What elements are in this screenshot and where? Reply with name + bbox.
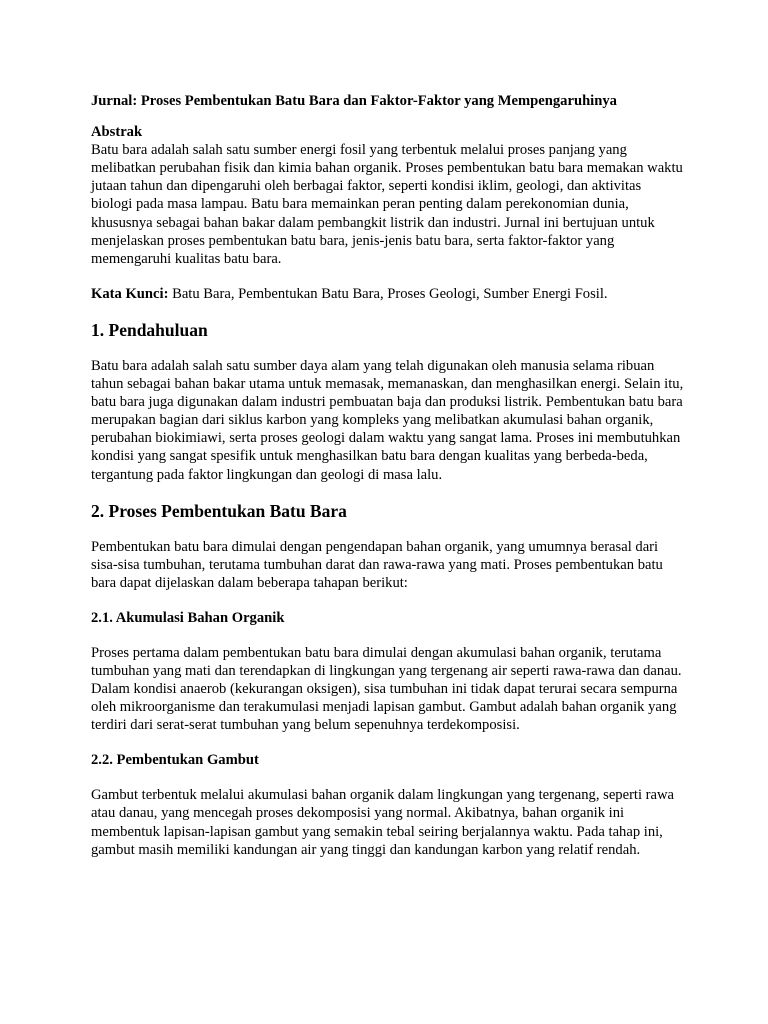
subsection-heading-akumulasi: 2.1. Akumulasi Bahan Organik — [91, 609, 285, 626]
keywords-line — [91, 285, 686, 303]
section-heading-pendahuluan: 1. Pendahuluan — [91, 319, 208, 340]
document-title: Jurnal: Proses Pembentukan Batu Bara dan Faktor-Faktor yang Mempengaruhinya — [91, 93, 617, 109]
subsection-heading-gambut: 2.2. Pembentukan Gambut — [91, 752, 259, 769]
keywords-text: Batu Bara, Pembentukan Batu Bara, Proses Geologi, Sumber Energi Fosil. — [168, 285, 608, 302]
keywords-label: Kata Kunci: — [91, 285, 169, 302]
section-heading-proses: 2. Proses Pembentukan Batu Bara — [91, 500, 347, 521]
abstract-heading: Abstrak — [91, 124, 143, 141]
section-text-pendahuluan: Batu bara adalah salah satu sumber daya alam yang telah digunakan oleh manusia selama ribuan tahun sebagai bahan bakar utama untuk memasak, memanaskan, dan menghasilkan energi. Selain itu, batu bara juga digunakan dalam industri pembuatan baja dan produksi listrik. Pembentukan batu bara merupakan bagian dari siklus karbon yang kompleks yang melibatkan akumulasi bahan organik, perubahan biokimiawi, serta proses geologi dalam waktu yang sangat lama. Proses ini membutuhkan kondisi yang sangat spesifik untuk menghasilkan batu bara dengan kualitas yang berbeda-beda, tergantung pada faktor lingkungan dan geologi di masa lalu. — [91, 357, 684, 483]
abstract-text: Batu bara adalah salah satu sumber energi fosil yang terbentuk melalui proses panjang yang melibatkan perubahan fisik dan kimia bahan organik. Proses pembentukan batu bara memakan waktu jutaan tahun dan dipengaruhi oleh berbagai faktor, seperti kondisi iklim, geologi, dan aktivitas biologi pada masa lampau. Batu bara memainkan peran penting dalam perekonomian dunia, khususnya sebagai bahan bakar dalam pembangkit listrik dan industri. Jurnal ini bertujuan untuk menjelaskan proses pembentukan batu bara, jenis-jenis batu bara, serta faktor-faktor yang memengaruhi kualitas batu bara. — [91, 142, 683, 267]
section-text-proses: Pembentukan batu bara dimulai dengan pengendapan bahan organik, yang umumnya berasal dari sisa-sisa tumbuhan, terutama tumbuhan darat dan rawa-rawa yang mati. Proses pembentukan batu bara dapat dijelaskan dalam beberapa tahapan berikut: — [91, 538, 663, 591]
subsection-text-gambut: Gambut terbentuk melalui akumulasi bahan organik dalam lingkungan yang tergenang, seperti rawa atau danau, yang mencegah proses dekomposisi yang normal. Akibatnya, bahan organik ini membentuk lapisan-lapisan gambut yang semakin tebal seiring berjalannya waktu. Pada tahap ini, gambut masih memiliki kandungan air yang tinggi dan kandungan karbon yang relatif rendah. — [91, 787, 675, 858]
subsection-text-akumulasi: Proses pertama dalam pembentukan batu bara dimulai dengan akumulasi bahan organik, terutama tumbuhan yang mati dan terendapkan di lingkungan yang tergenang air seperti rawa-rawa dan danau. Dalam kondisi anaerob (kekurangan oksigen), sisa tumbuhan ini tidak dapat terurai secara sempurna oleh mikroorganisme dan terakumulasi menjadi lapisan gambut. Gambut adalah bahan organik yang terdiri dari serat-serat tumbuhan yang belum sepenuhnya terdekomposisi. — [91, 644, 682, 734]
document-page — [91, 92, 686, 859]
